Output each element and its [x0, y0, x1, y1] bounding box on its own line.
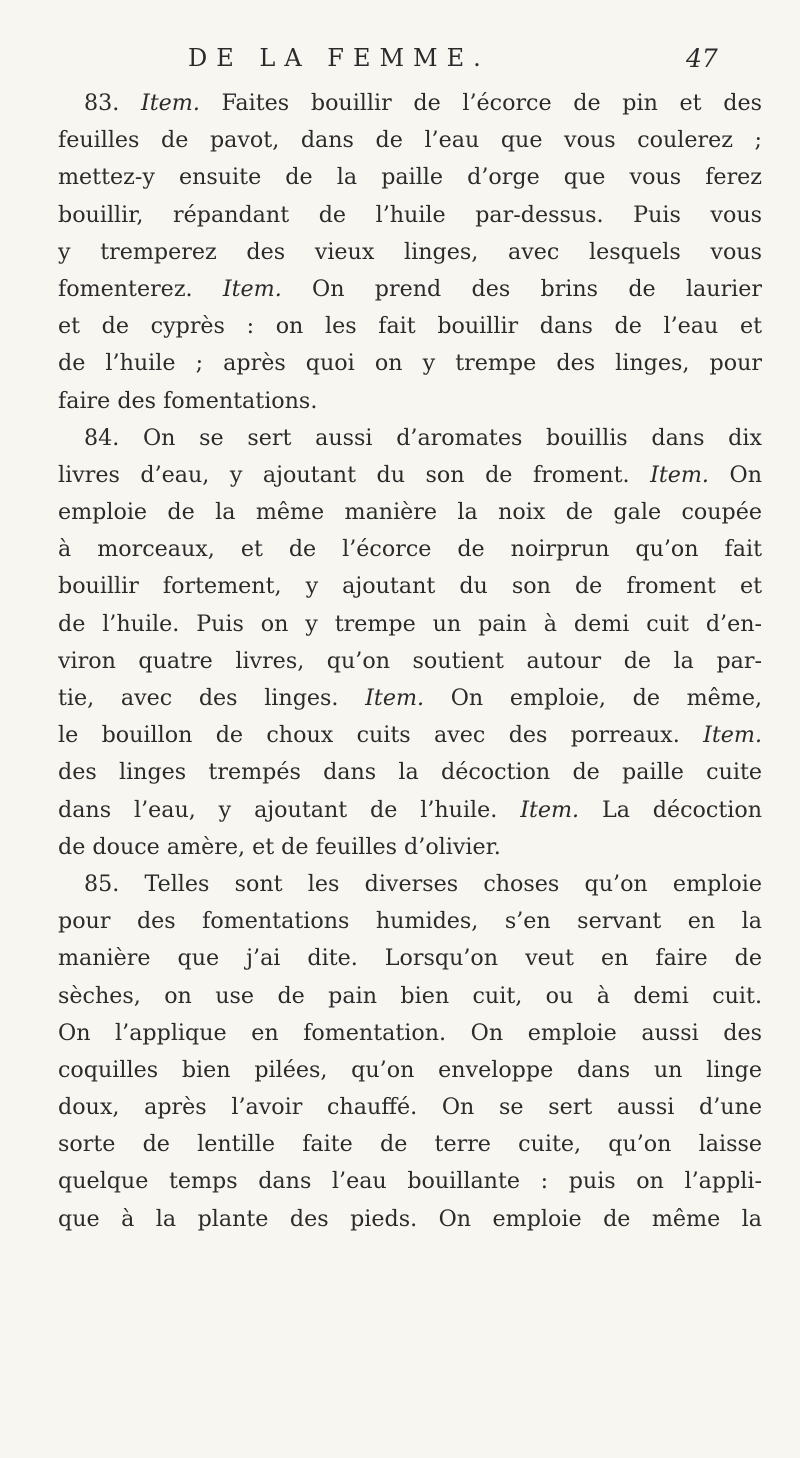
text-line	[58, 494, 762, 531]
text-line	[58, 420, 762, 457]
text-line	[58, 866, 762, 903]
text-line	[58, 383, 762, 420]
body-text	[58, 85, 762, 1238]
text-line	[58, 754, 762, 791]
text-line	[58, 85, 762, 122]
text-run: et de cyprès : on les fait bouillir dans de l’eau et	[58, 313, 762, 340]
text-run: On	[708, 461, 762, 488]
text-run: de douce amère, et de feuilles d’olivier.	[58, 833, 501, 860]
text-line	[58, 940, 762, 977]
page-number: 47	[686, 44, 718, 73]
text-run: feuilles de pavot, dans de l’eau que vous coulerez ;	[58, 127, 762, 154]
text-run: sorte de lentille faite de terre cuite, qu’on laisse	[58, 1131, 762, 1158]
text-line	[58, 234, 762, 271]
text-run: de l’huile ; après quoi on y trempe des linges, pour	[58, 350, 762, 377]
text-line	[58, 1126, 762, 1163]
text-line	[58, 903, 762, 940]
italic-term: Item.	[140, 90, 200, 116]
text-run: dans l’eau, y ajoutant de l’huile.	[58, 796, 521, 823]
italic-term: Item.	[520, 796, 580, 823]
text-line	[58, 1089, 762, 1126]
italic-term: Item.	[365, 685, 425, 711]
text-line	[58, 122, 762, 159]
text-line	[58, 978, 762, 1015]
text-line	[58, 1201, 762, 1238]
text-line	[58, 1052, 762, 1089]
text-run: faire des fomentations.	[58, 387, 318, 414]
text-run: On prend des brins de laurier	[281, 275, 762, 302]
text-run: à morceaux, et de l’écorce de noirprun qu’on fait	[58, 536, 762, 563]
text-run: bouillir, répandant de l’huile par-dessus. Puis vous	[58, 201, 762, 228]
text-line	[58, 457, 762, 494]
text-run: 83.	[84, 90, 141, 116]
text-run: quelque temps dans l’eau bouillante : puis on l’appli-	[58, 1168, 762, 1195]
text-run: manière que j’ai dite. Lorsqu’on veut en faire de	[58, 945, 762, 972]
text-run: de l’huile. Puis on y trempe un pain à demi cuit d’en-	[58, 610, 762, 637]
text-line	[58, 531, 762, 568]
text-line	[58, 829, 762, 866]
italic-term: Item.	[222, 275, 282, 302]
text-run: y tremperez des vieux linges, avec lesquels vous	[58, 238, 762, 265]
text-line	[58, 159, 762, 196]
text-run: doux, après l’avoir chauffé. On se sert aussi d’une	[58, 1094, 762, 1121]
italic-term: Item.	[650, 461, 709, 488]
text-line	[58, 197, 762, 234]
text-line	[58, 792, 762, 829]
text-line	[58, 568, 762, 605]
text-run: livres d’eau, y ajoutant du son de froment.	[58, 461, 651, 488]
text-line	[58, 1163, 762, 1200]
text-run: 85. Telles sont les diverses choses qu’on emploie	[84, 870, 762, 897]
running-header: DE LA FEMME.	[188, 44, 490, 72]
text-run: sèches, on use de pain bien cuit, ou à demi cuit.	[58, 982, 762, 1009]
text-run: tie, avec des linges.	[58, 685, 366, 711]
text-run: On l’applique en fomentation. On emploie aussi des	[58, 1019, 762, 1046]
text-line	[58, 643, 762, 680]
text-run: le bouillon de choux cuits avec des porreaux.	[58, 722, 704, 749]
text-run: coquilles bien pilées, qu’on enveloppe dans un linge	[58, 1056, 762, 1083]
text-run: viron quatre livres, qu’on soutient autour de la par-	[58, 647, 762, 674]
text-line	[58, 308, 762, 345]
text-run: emploie de la même manière la noix de gale coupée	[58, 499, 762, 526]
text-line	[58, 1015, 762, 1052]
text-run: On emploie, de même,	[424, 685, 762, 711]
text-line	[58, 606, 762, 643]
text-run: bouillir fortement, y ajoutant du son de froment et	[58, 573, 762, 600]
text-line	[58, 271, 762, 308]
text-line	[58, 717, 762, 754]
text-run: des linges trempés dans la décoction de paille cuite	[58, 759, 762, 786]
text-line	[58, 345, 762, 382]
text-run: 84. On se sert aussi d’aromates bouillis dans dix	[84, 424, 762, 451]
text-line	[58, 680, 762, 717]
text-run: La décoction	[579, 796, 762, 823]
text-run: mettez-y ensuite de la paille d’orge que vous ferez	[58, 164, 762, 191]
italic-term: Item.	[703, 722, 762, 749]
text-run: pour des fomentations humides, s’en servant en la	[58, 908, 762, 935]
text-run: Faites bouillir de l’écorce de pin et des	[199, 90, 762, 116]
text-run: que à la plante des pieds. On emploie de même la	[58, 1205, 762, 1232]
text-run: fomenterez.	[58, 275, 223, 302]
